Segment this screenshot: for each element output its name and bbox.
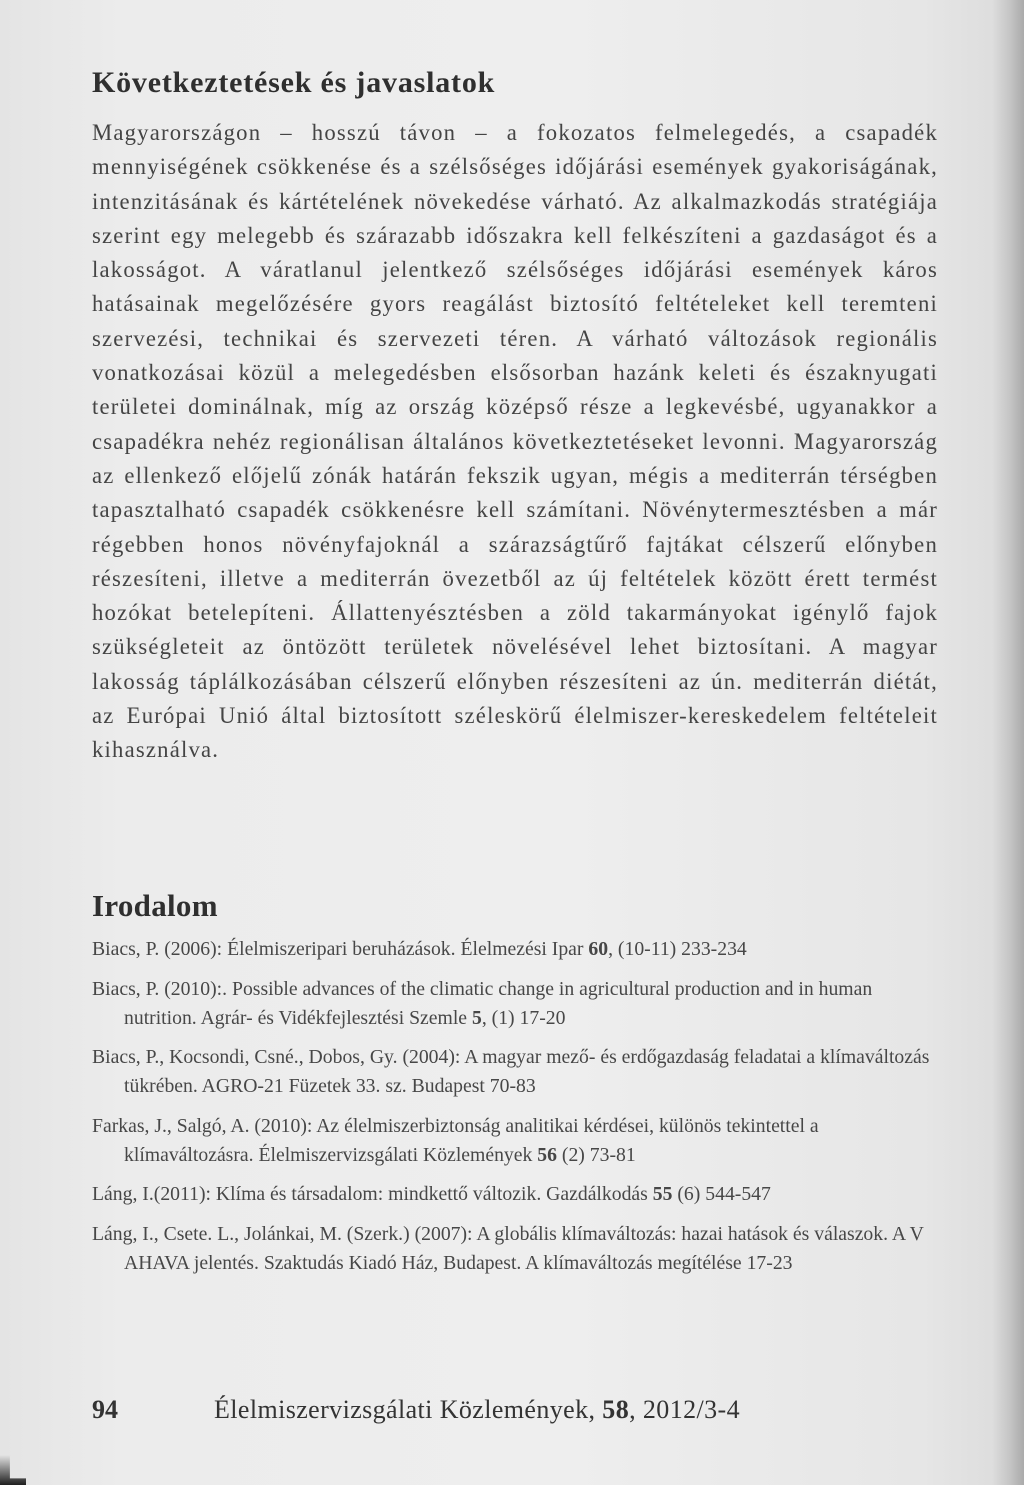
reference-text: Láng, I., Csete. L., Jolánkai, M. (Szerk.) (2007): A globális klímaváltozás: hazai hatások és válaszok. A V AHAVA jelentés. Szaktudás Kiadó Ház, Budapest. A klímaváltozás megítélése 17-23 — [92, 1222, 924, 1274]
reference-text: Biacs, P., Kocsondi, Csné., Dobos, Gy. (2004): A magyar mező- és erdőgazdaság feladatai a klímaváltozás tükrében. AGRO-21 Füzetek 33. sz. Budapest 70-83 — [92, 1046, 930, 1097]
reference-item — [92, 1112, 944, 1170]
reference-volume: 5 — [471, 1006, 482, 1029]
reference-volume: 60 — [588, 938, 609, 960]
reference-item — [92, 1220, 944, 1278]
journal-volume: 58 — [602, 1395, 630, 1424]
reference-item — [92, 935, 944, 964]
conclusions-heading: Következtetések és javaslatok — [92, 66, 496, 99]
journal-citation — [214, 1395, 740, 1425]
reference-item — [92, 1043, 944, 1101]
reference-volume: 55 — [652, 1183, 673, 1205]
reference-item — [92, 1180, 944, 1209]
reference-text: Láng, I.(2011): Klíma és társadalom: mindkettő változik. Gazdálkodás — [92, 1183, 653, 1205]
references-heading: Irodalom — [92, 888, 218, 923]
reference-text: Farkas, J., Salgó, A. (2010): Az élelmiszerbiztonság analitikai kérdései, különös tekintettel a klímaváltozásra. Élelmiszervizsgálati Közlemények — [92, 1114, 819, 1166]
reference-pages: (6) 544-547 — [672, 1183, 771, 1205]
journal-title: Élelmiszervizsgálati Közlemények, — [214, 1395, 603, 1424]
reference-text: Biacs, P. (2006): Élelmiszeripari beruházások. Élelmezési Ipar — [92, 938, 589, 960]
reference-pages: , (1) 17-20 — [481, 1006, 566, 1029]
reference-volume: 56 — [537, 1143, 557, 1166]
reference-text: Biacs, P. (2010):. Possible advances of the climatic change in agricultural production and in human nutrition. Agrár- és Vidékfejlesztési Szemle — [92, 977, 873, 1029]
binding-shadow — [992, 0, 1024, 1485]
page-number: 94 — [92, 1395, 118, 1424]
reference-item — [92, 975, 944, 1033]
corner-crop-mark — [0, 1455, 26, 1485]
page-footer — [92, 1395, 892, 1429]
conclusions-paragraph: Magyarországon – hosszú távon – a fokozatos felmelegedés, a csapadék mennyiségének csökkenése és a szélsőséges időjárási események gyakoriságának, intenzitásának és kártételének növekedése várható. Az alkalmazkodás stratégiája szerint egy melegebb és szárazabb időszakra kell felkészíteni a gazdaságot és a lakosságot. A váratlanul jelentkező szélsőséges időjárási események káros hatásainak megelőzésére gyors reagálást biztosító feltételeket kell teremteni szervezési, technikai és szervezeti téren. A várható változások regionális vonatkozásai közül a melegedésben elsősorban hazánk keleti és északnyugati területei dominálnak, míg az ország középső része a legkevésbé, ugyanakkor a csapadékra nehéz regionálisan általános következtetéseket levonni. Magyarország az ellenkező előjelű zónák határán fekszik ugyan, mégis a mediterrán térségben tapasztalható csapadék csökkenésre kell számítani. Növénytermesztésben a már régebben honos növényfajoknál a szárazságtűrő fajtákat célszerű előnyben részesíteni, illetve a mediterrán övezetből az új feltételek között érett termést hozókat betelepíteni. Állattenyésztésben a zöld takarmányokat igénylő fajok szükségleteit az öntözött területek növelésével lehet biztosítani. A magyar lakosság táplálkozásában célszerű előnyben részesíteni az ún. mediterrán diétát, az Európai Unió által biztosított széleskörű élelmiszer-kereskedelem feltételeit kihasználva. — [92, 120, 938, 763]
reference-pages: , (10-11) 233-234 — [608, 938, 747, 960]
reference-list — [92, 935, 944, 1288]
journal-issue: , 2012/3-4 — [629, 1395, 740, 1424]
reference-pages: (2) 73-81 — [556, 1143, 636, 1166]
